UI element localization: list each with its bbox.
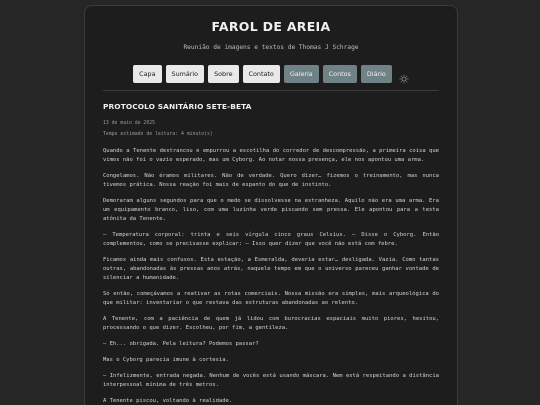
site-subtitle: Reunião de imagens e textos de Thomas J Schrage <box>183 44 359 51</box>
paragraph: Só então, começávamos a reativar as rotas comerciais. Nossa missão era simples, mais arqueológica do que militar: inventariar o que restava das estruturas abandonadas ao relento. <box>103 291 439 306</box>
nav-sumario-button[interactable]: Sumário <box>166 65 205 83</box>
paragraph: Quando a Tenente destrancou e empurrou a escotilha do corredor de descompressão, a primeira coisa que vimos não foi o vazio esperado, mas um Cyborg. Ao notar nossa presença, ele nos apontou uma arma. <box>103 148 439 163</box>
main-nav <box>85 65 457 83</box>
sun-icon[interactable] <box>399 69 409 79</box>
paragraph: Ficamos ainda mais confusos. Esta estação, a Esmeralda, deveria estar… desligada. Vazia. Como tantas outras, abandonadas às pressas anos atrás, naquele tempo em que o universo pareceu ganhar vontade de silenciar a humanidade. <box>103 257 439 281</box>
post-article <box>85 102 457 405</box>
paragraph: — Temperatura corporal: trinta e seis vírgula cinco graus Celsius. — Disse o Cyborg. Então complementou, como se precisasse explicar: — Isso quer dizer que você não está com febre. <box>103 232 439 247</box>
post-title[interactable]: PROTOCOLO SANITÁRIO SETE-BETA <box>103 102 252 111</box>
header-divider <box>103 90 439 91</box>
paragraph: Mas o Cyborg parecia imune à cortesia. <box>103 357 229 363</box>
nav-sobre-button[interactable]: Sobre <box>208 65 238 83</box>
nav-capa-button[interactable]: Capa <box>133 65 161 83</box>
nav-contos-button[interactable]: Contos <box>323 65 357 83</box>
nav-galeria-button[interactable]: Galeria <box>284 65 319 83</box>
nav-diario-button[interactable]: Diário <box>361 65 392 83</box>
post-date: 13 de maio de 2025 <box>103 121 155 126</box>
paragraph: Congelamos. Não éramos militares. Não de verdade. Quero dizer… fizemos o treinamento, mas nunca tivemos prática. Nossa reação foi mais de espanto do que de instinto. <box>103 173 439 188</box>
paragraph: Demoraram alguns segundos para que o medo se dissolvesse na estranheza. Aquilo não era uma arma. Era um equipamento branco, liso, com uma luzinha verde piscando sem pressa. Ele apontou para a testa atônita da Tenente. <box>103 198 439 222</box>
paragraph: A Tenente, com a paciência de quem já lidou com burocracias espaciais muito piores, hesitou, processando o que dizer. Escolheu, por fim, a gentileza. <box>103 316 439 331</box>
post-body <box>103 147 439 405</box>
nav-contato-button[interactable]: Contato <box>243 65 280 83</box>
paragraph: — Infelizmente, entrada negada. Nenhum de vocês está usando máscara. Nem está respeitando a distância interpessoal mínima de três metros. <box>103 373 439 388</box>
paragraph: A Tenente piscou, voltando à realidade. <box>103 398 233 404</box>
site-title[interactable]: FAROL DE AREIA <box>211 19 331 34</box>
content-card <box>84 5 458 405</box>
paragraph: — Eh... obrigada. Pela leitura? Podemos passar? <box>103 341 259 347</box>
reading-time: Tempo estimado de leitura: 4 minuto(s) <box>103 132 213 137</box>
